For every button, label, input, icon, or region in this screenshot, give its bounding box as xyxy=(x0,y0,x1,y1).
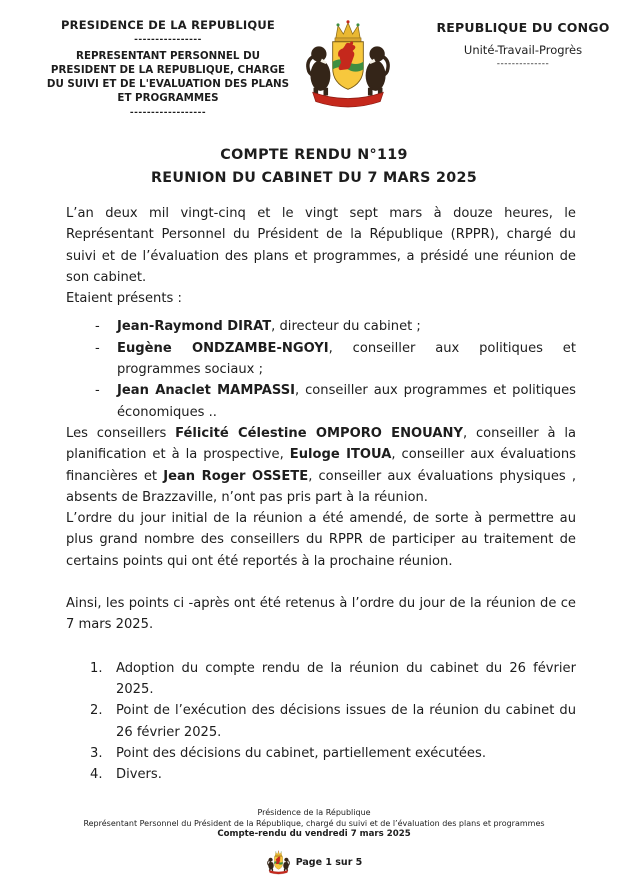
divider-dashes: ---------------- xyxy=(134,35,202,45)
footer-office-line: Représentant Personnel du Président de la République, chargé du suivi et de l’évaluation des plans et programmes xyxy=(83,818,545,828)
document-body xyxy=(66,203,576,785)
attendee-list-item xyxy=(66,316,576,337)
header-right-block xyxy=(432,20,614,69)
divider-dashes: ------------------ xyxy=(129,108,207,118)
agenda-item-text: Adoption du compte rendu de la réunion du cabinet du 26 février 2025. xyxy=(116,660,576,697)
footer-institution-line: Présidence de la République xyxy=(257,808,371,817)
agenda-item-text: Point des décisions du cabinet, partiellement exécutées. xyxy=(116,745,486,761)
list-number-marker: 2. xyxy=(90,703,103,719)
header-left-block xyxy=(42,18,294,122)
agenda-item-text: Point de l’exécution des décisions issues de la réunion du cabinet du 26 février 2025. xyxy=(116,703,576,740)
coat-of-arms-icon xyxy=(302,14,394,114)
agenda-list-item xyxy=(66,743,576,764)
list-number-marker: 4. xyxy=(90,767,103,783)
agenda-list-item xyxy=(66,764,576,785)
attendee-text: Jean-Raymond DIRAT, directeur du cabinet ; xyxy=(117,319,421,335)
national-motto: Unité-Travail-Progrès xyxy=(463,43,583,57)
paragraph-agenda-intro: Ainsi, les points ci -après ont été retenus à l’ordre du jour de la réunion de ce 7 mars 2025. xyxy=(66,596,576,633)
attendee-list xyxy=(66,316,576,422)
page-indicator-row xyxy=(0,849,628,876)
attendee-text: Jean Anaclet MAMPASSI, conseiller aux programmes et politiques économiques .. xyxy=(117,383,577,420)
footer-document-date: Compte-rendu du vendredi 7 mars 2025 xyxy=(217,829,411,839)
paragraph-agenda-amended: L’ordre du jour initial de la réunion a été amendé, de sorte à permettre au plus grand nombre des conseillers du RPPR de participer au traitement de certains points qui ont été reportés à la prochaine réunion. xyxy=(66,511,576,569)
list-dash-marker: - xyxy=(95,319,100,335)
divider-dashes: -------------- xyxy=(496,59,550,69)
document-title-line1: COMPTE RENDU N°119 xyxy=(220,147,408,163)
country-name: REPUBLIQUE DU CONGO xyxy=(436,20,610,35)
page-indicator: Page 1 sur 5 xyxy=(295,857,363,868)
agenda-list xyxy=(66,658,576,786)
institution-subtitle: REPRESENTANT PERSONNEL DU PRESIDENT DE LA REPUBLIQUE, CHARGE DU SUIVI ET DE L'EVALUATION DES PLANS ET PROGRAMMES xyxy=(46,50,290,104)
agenda-list-item xyxy=(66,658,576,701)
paragraph-opening: L’an deux mil vingt-cinq et le vingt sept mars à douze heures, le Représentant Personnel du Président de la République (RPPR), chargé du suivi et de l’évaluation des plans et programmes, a présidé une réunion de son cabinet. xyxy=(66,206,576,285)
institution-title: PRESIDENCE DE LA REPUBLIQUE xyxy=(61,18,275,32)
document-title-line2: REUNION DU CABINET DU 7 MARS 2025 xyxy=(150,170,478,186)
attendee-list-item xyxy=(66,338,576,381)
paragraph-present-intro: Etaient présents : xyxy=(66,291,182,307)
document-title xyxy=(0,144,628,190)
agenda-item-text: Divers. xyxy=(116,767,162,783)
paragraph-absent-advisors: Les conseillers Félicité Célestine OMPORO ENOUANY, conseiller à la planification et à la prospective, Euloge ITOUA, conseiller aux évaluations financières et Jean Roger OSSETE, conseiller aux évaluations physiques , absents de Brazzaville, n’ont pas pris part à la réunion. xyxy=(66,425,577,505)
attendee-text: Eugène ONDZAMBE-NGOYI, conseiller aux politiques et programmes sociaux ; xyxy=(117,340,576,378)
list-dash-marker: - xyxy=(95,383,100,399)
coat-of-arms-icon xyxy=(266,849,291,876)
agenda-list-item xyxy=(66,700,576,743)
attendee-list-item xyxy=(66,380,576,423)
list-number-marker: 3. xyxy=(90,745,103,761)
list-dash-marker: - xyxy=(95,340,100,356)
list-number-marker: 1. xyxy=(90,660,103,676)
page-footer xyxy=(0,808,628,840)
